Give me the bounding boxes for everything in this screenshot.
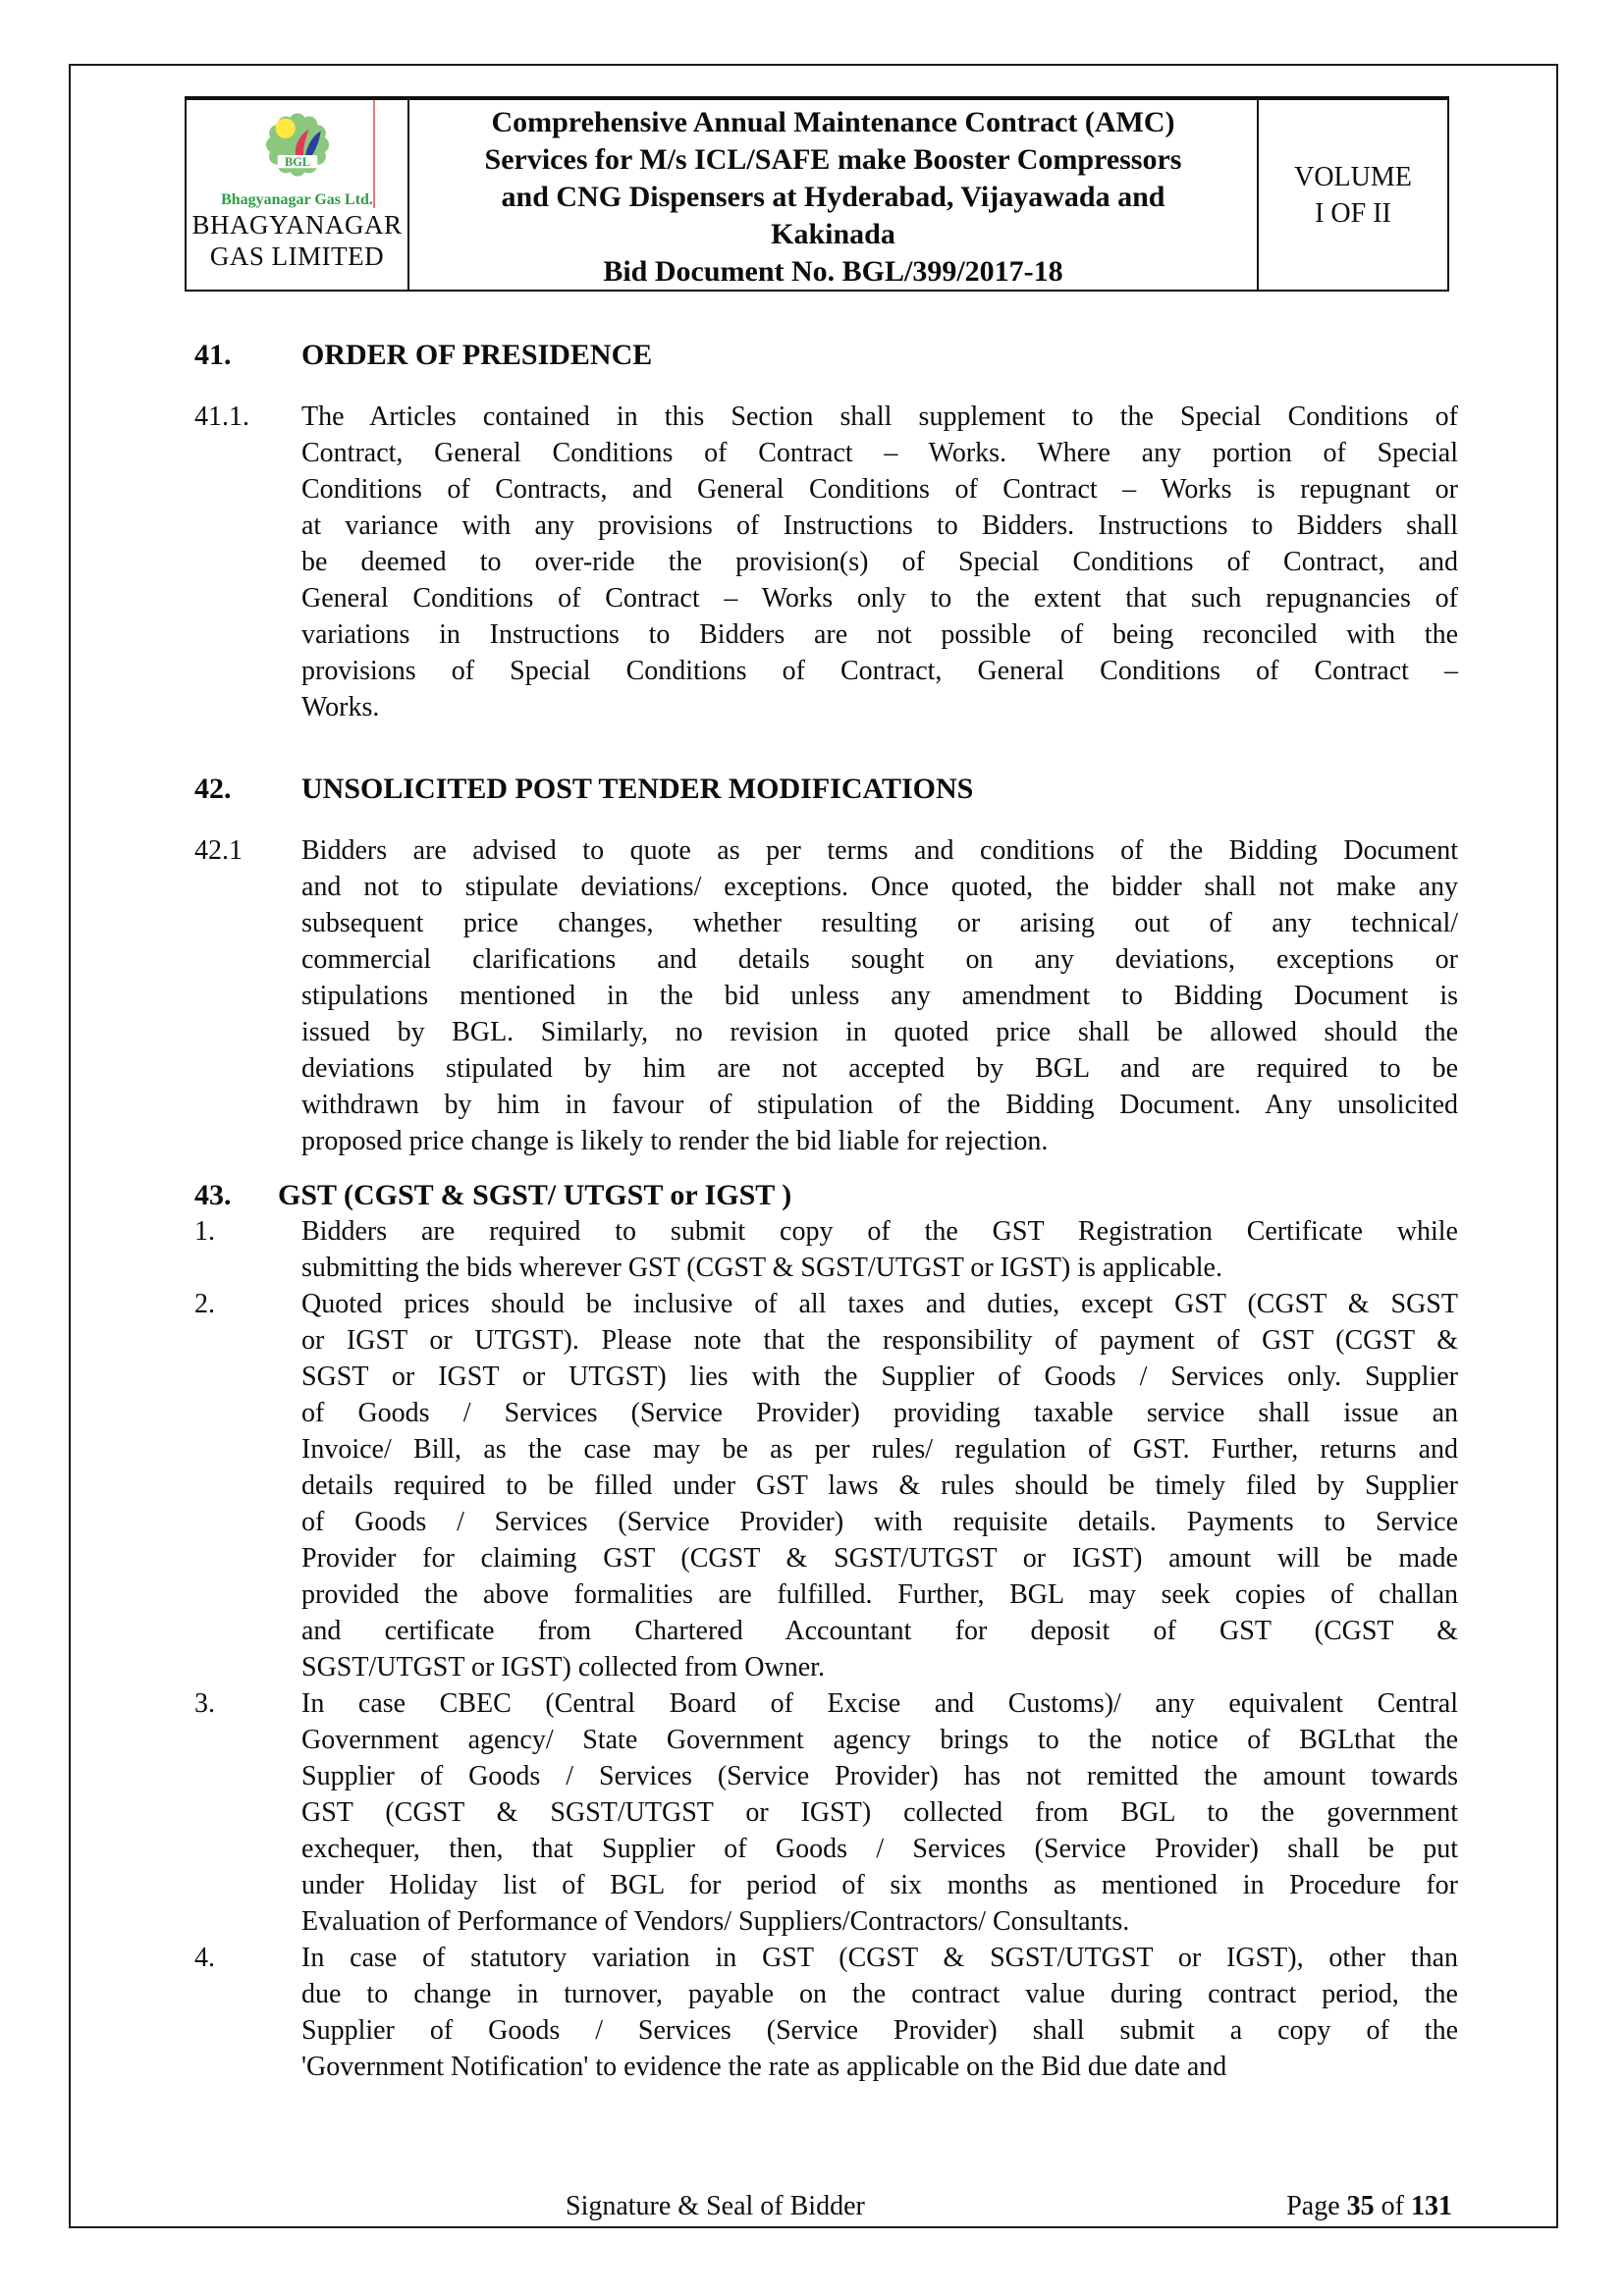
text-line: deviations stipulated by him are not accepted by BGL and are required to be xyxy=(301,1053,1458,1084)
list-item-1 xyxy=(194,1213,1458,1286)
text-line: SGST/UTGST or IGST) collected from Owner. xyxy=(301,1652,825,1682)
section-41-heading xyxy=(194,337,1458,373)
text-line: Bidders are advised to quote as per terms and conditions of the Bidding Document xyxy=(301,835,1458,866)
list-item-2 xyxy=(194,1286,1458,1685)
text-line: variations in Instructions to Bidders are not possible of being reconciled with the xyxy=(301,619,1458,650)
text-line: or IGST or UTGST). Please note that the responsibility of payment of GST (CGST & xyxy=(301,1325,1458,1356)
text-line: at variance with any provisions of Instructions to Bidders. Instructions to Bidders shall xyxy=(301,510,1458,541)
text-line: of Goods / Services (Service Provider) with requisite details. Payments to Service xyxy=(301,1507,1458,1537)
header-logo-cell xyxy=(187,100,409,290)
volume-line1: VOLUME xyxy=(1294,161,1412,192)
list-item-text xyxy=(301,1940,1458,2085)
page-total: 131 xyxy=(1411,2191,1452,2221)
text-line: Supplier of Goods / Services (Service Provider) has not remitted the amount towards xyxy=(301,1761,1458,1791)
text-line: Quoted prices should be inclusive of all taxes and duties, except GST (CGST & SGST xyxy=(301,1289,1458,1319)
volume-line2: I OF II xyxy=(1315,197,1391,229)
text-line: Conditions of Contracts, and General Conditions of Contract – Works is repugnant or xyxy=(301,474,1458,505)
signature-label: Signature & Seal of Bidder xyxy=(566,2191,865,2221)
text-line: due to change in turnover, payable on the contract value during contract period, the xyxy=(301,1979,1458,2009)
bid-document-number: Bid Document No. BGL/399/2017-18 xyxy=(603,255,1063,288)
text-line: of Goods / Services (Service Provider) providing taxable service shall issue an xyxy=(301,1398,1458,1428)
scan-artifact-line xyxy=(373,100,375,208)
list-item-3 xyxy=(194,1685,1458,1940)
text-line: Services for M/s ICL/SAFE make Booster Compressors xyxy=(484,143,1182,176)
list-item-text xyxy=(301,1685,1458,1940)
list-item-number: 3. xyxy=(194,1688,215,1719)
text-line: Government agency/ State Government agency brings to the notice of BGLthat the xyxy=(301,1725,1458,1755)
page-frame xyxy=(69,64,1558,2228)
logo-sun-icon xyxy=(275,119,295,138)
text-line: proposed price change is likely to render the bid liable for rejection. xyxy=(301,1126,1049,1156)
section-title: UNSOLICITED POST TENDER MODIFICATIONS xyxy=(301,773,974,805)
list-item-4 xyxy=(194,1940,1458,2085)
text-line: Contract, General Conditions of Contract – Works. Where any portion of Special xyxy=(301,438,1458,468)
list-item-text xyxy=(301,1213,1458,1286)
paragraph-text xyxy=(301,832,1458,1159)
header-title-cell xyxy=(409,100,1259,290)
text-line: Comprehensive Annual Maintenance Contract (AMC) xyxy=(491,106,1175,138)
text-line: Provider for claiming GST (CGST & SGST/UTGST or IGST) amount will be made xyxy=(301,1543,1458,1574)
text-line: under Holiday list of BGL for period of six months as mentioned in Procedure for xyxy=(301,1870,1458,1900)
section-number: 43. xyxy=(194,1179,232,1211)
text-line: In case CBEC (Central Board of Excise and Customs)/ any equivalent Central xyxy=(301,1688,1458,1719)
text-line: Invoice/ Bill, as the case may be as per rules/ regulation of GST. Further, returns and xyxy=(301,1434,1458,1465)
section-42-heading xyxy=(194,771,1458,807)
page-current: 35 xyxy=(1346,2191,1375,2221)
text-line: In case of statutory variation in GST (CGST & SGST/UTGST or IGST), other than xyxy=(301,1943,1458,1973)
bgl-logo xyxy=(254,105,341,191)
text-line: Works. xyxy=(301,692,380,722)
list-item-text xyxy=(301,1286,1458,1685)
text-line: be deemed to over-ride the provision(s) of Special Conditions of Contract, and xyxy=(301,547,1458,577)
section-title: GST (CGST & SGST/ UTGST or IGST ) xyxy=(278,1179,792,1211)
header-volume-cell xyxy=(1259,100,1447,290)
paragraph-42-1 xyxy=(194,832,1458,1159)
page-indicator xyxy=(1286,2190,1452,2223)
page-word: Page xyxy=(1286,2191,1340,2221)
text-line: and CNG Dispensers at Hyderabad, Vijayawada and xyxy=(501,181,1165,213)
text-line: and not to stipulate deviations/ exceptions. Once quoted, the bidder shall not make any xyxy=(301,872,1458,902)
text-line: exchequer, then, that Supplier of Goods / Services (Service Provider) shall be put xyxy=(301,1834,1458,1864)
section-number: 41. xyxy=(194,339,232,371)
paragraph-41-1 xyxy=(194,399,1458,725)
text-line: details required to be filled under GST laws & rules should be timely filed by Supplier xyxy=(301,1470,1458,1501)
text-line: subsequent price changes, whether resulting or arising out of any technical/ xyxy=(301,908,1458,938)
paragraph-number: 41.1. xyxy=(194,401,249,432)
org-name-line1: BHAGYANAGAR xyxy=(191,210,403,240)
document-body xyxy=(194,337,1458,2085)
document-title xyxy=(419,104,1247,253)
text-line: Kakinada xyxy=(771,218,895,250)
list-item-number: 1. xyxy=(194,1216,215,1247)
list-item-number: 2. xyxy=(194,1289,215,1319)
text-line: commercial clarifications and details sought on any deviations, exceptions or xyxy=(301,944,1458,975)
text-line: stipulations mentioned in the bid unless any amendment to Bidding Document is xyxy=(301,981,1458,1011)
text-line: General Conditions of Contract – Works only to the extent that such repugnancies of xyxy=(301,583,1458,614)
paragraph-number: 42.1 xyxy=(194,835,243,866)
text-line: GST (CGST & SGST/UTGST or IGST) collected from BGL to the government xyxy=(301,1797,1458,1828)
logo-monogram: BGL xyxy=(284,155,310,170)
text-line: 'Government Notification' to evidence the rate as applicable on the Bid due date and xyxy=(301,2052,1227,2082)
section-title: ORDER OF PRESIDENCE xyxy=(301,339,653,371)
header-table xyxy=(185,96,1449,292)
text-line: SGST or IGST or UTGST) lies with the Supplier of Goods / Services only. Supplier xyxy=(301,1362,1458,1392)
logo-caption: Bhagyanagar Gas Ltd. xyxy=(221,191,373,208)
page-footer xyxy=(566,2190,1452,2223)
text-line: The Articles contained in this Section shall supplement to the Special Conditions of xyxy=(301,401,1458,432)
text-line: provided the above formalities are fulfilled. Further, BGL may seek copies of challan xyxy=(301,1579,1458,1610)
text-line: provisions of Special Conditions of Contract, General Conditions of Contract – xyxy=(301,656,1458,686)
org-name-line2: GAS LIMITED xyxy=(209,241,385,271)
paragraph-text xyxy=(301,399,1458,725)
text-line: Bidders are required to submit copy of the GST Registration Certificate while xyxy=(301,1216,1458,1247)
section-43-heading xyxy=(194,1177,1458,1213)
text-line: withdrawn by him in favour of stipulation of the Bidding Document. Any unsolicited xyxy=(301,1090,1458,1120)
text-line: submitting the bids wherever GST (CGST & SGST/UTGST or IGST) is applicable. xyxy=(301,1253,1222,1283)
text-line: issued by BGL. Similarly, no revision in quoted price shall be allowed should the xyxy=(301,1017,1458,1047)
text-line: Supplier of Goods / Services (Service Provider) shall submit a copy of the xyxy=(301,2015,1458,2046)
text-line: and certificate from Chartered Accountant for deposit of GST (CGST & xyxy=(301,1616,1458,1646)
list-item-number: 4. xyxy=(194,1943,215,1973)
of-word: of xyxy=(1380,2191,1404,2221)
text-line: Evaluation of Performance of Vendors/ Suppliers/Contractors/ Consultants. xyxy=(301,1906,1130,1937)
section-number: 42. xyxy=(194,773,232,805)
logo-band-underline xyxy=(281,170,313,172)
